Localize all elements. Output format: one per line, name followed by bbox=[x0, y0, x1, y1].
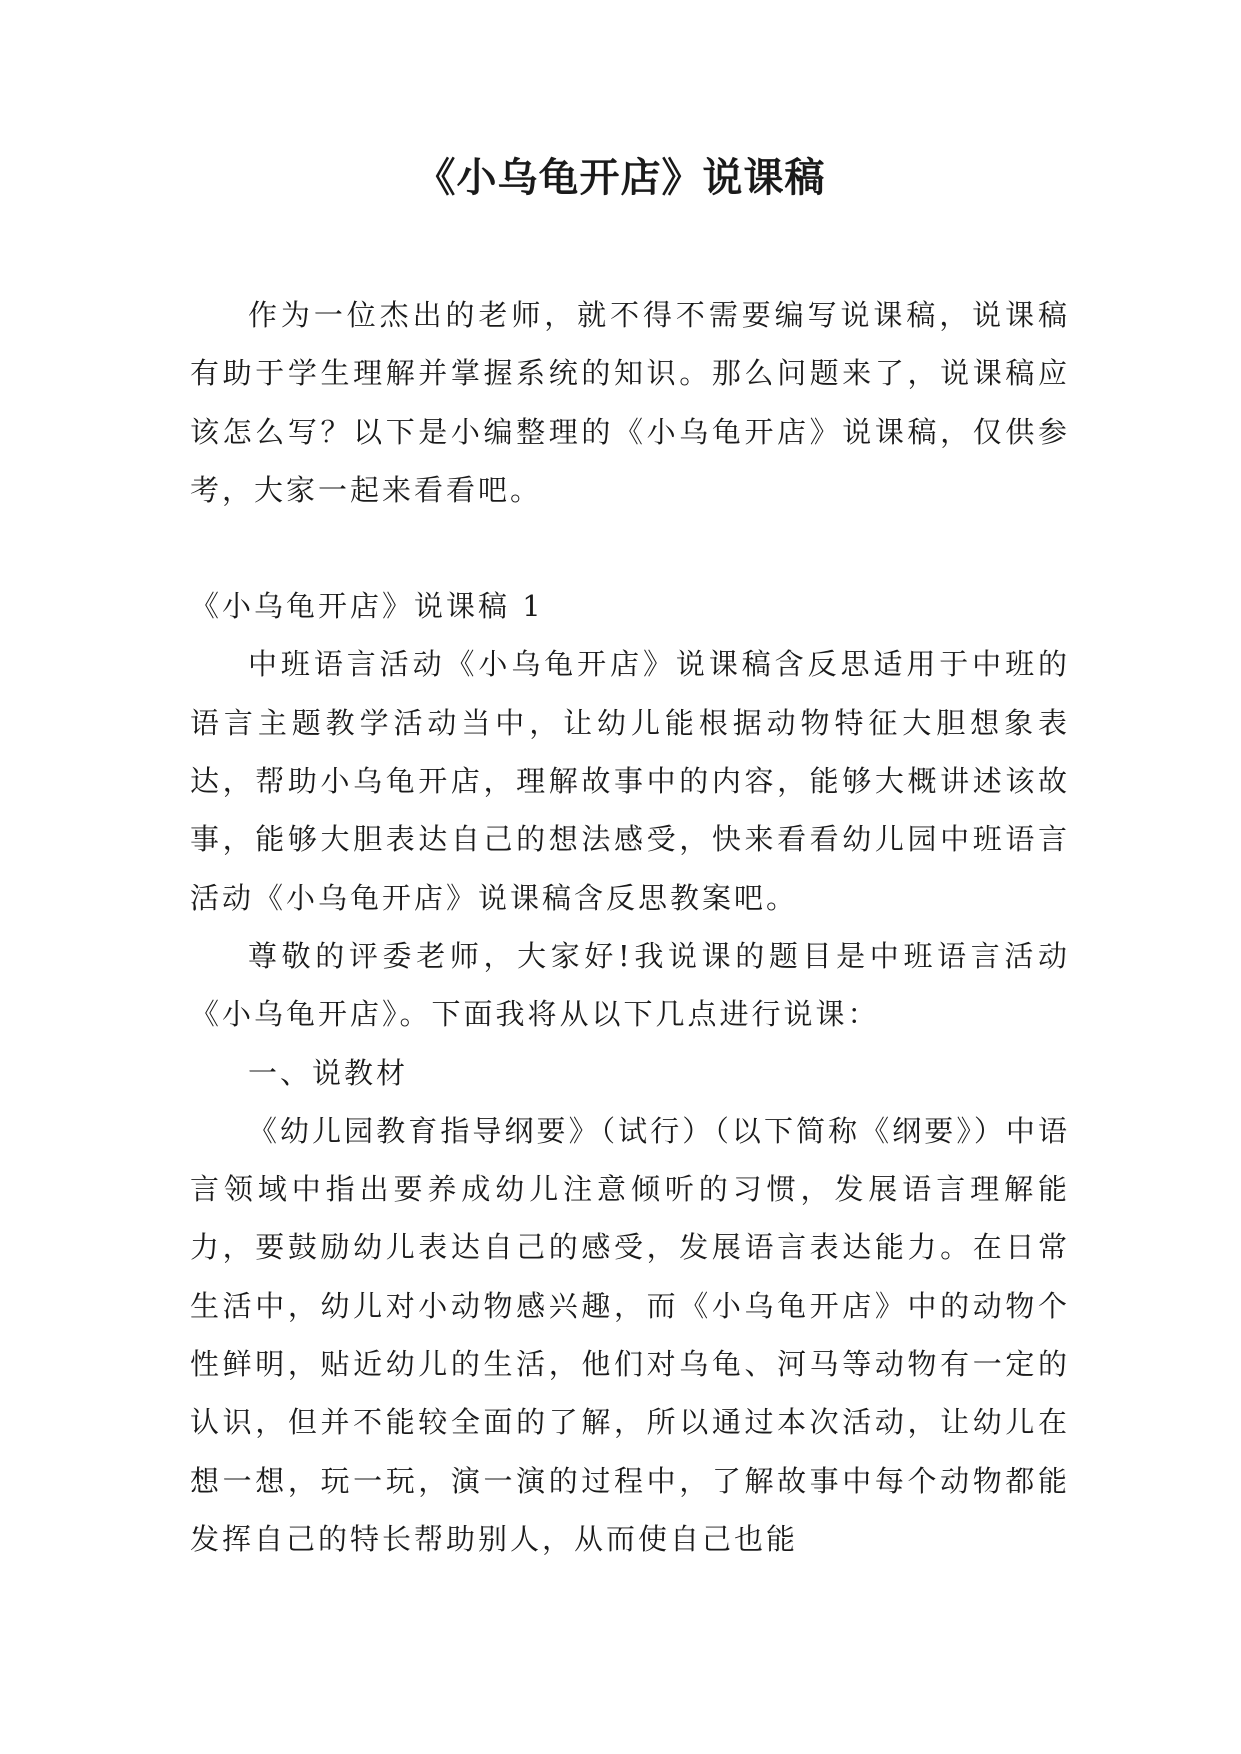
intro-paragraph: 作为一位杰出的老师，就不得不需要编写说课稿，说课稿有助于学生理解并掌握系统的知识。那么问题来了，说课稿应该怎么写？以下是小编整理的《小乌龟开店》说课稿，仅供参考，大家一起来看看吧。 bbox=[190, 298, 1070, 507]
document-body bbox=[190, 286, 1070, 1568]
section-heading: 《小乌龟开店》说课稿 1 bbox=[190, 589, 544, 624]
document-title: 《小乌龟开店》说课稿 bbox=[415, 154, 826, 201]
subsection-heading: 一、说教材 bbox=[248, 1055, 409, 1090]
section-spacer bbox=[190, 519, 1070, 577]
body-paragraph: 中班语言活动《小乌龟开店》说课稿含反思适用于中班的语言主题教学活动当中，让幼儿能根据动物特征大胆想象表达，帮助小乌龟开店，理解故事中的内容，能够大概讲述该故事，能够大胆表达自己的想法感受，快来看看幼儿园中班语言活动《小乌龟开店》说课稿含反思教案吧。 bbox=[190, 647, 1070, 915]
body-paragraph: 《幼儿园教育指导纲要》（试行）（以下简称《纲要》）中语言领域中指出要养成幼儿注意倾听的习惯，发展语言理解能力，要鼓励幼儿表达自己的感受，发展语言表达能力。在日常生活中，幼儿对小动物感兴趣，而《小乌龟开店》中的动物个性鲜明，贴近幼儿的生活，他们对乌龟、河马等动物有一定的认识，但并不能较全面的了解，所以通过本次活动，让幼儿在想一想，玩一玩，演一演的过程中，了解故事中每个动物都能发挥自己的特长帮助别人，从而使自己也能 bbox=[190, 1113, 1070, 1556]
body-paragraph: 尊敬的评委老师，大家好!我说课的题目是中班语言活动《小乌龟开店》。下面我将从以下几点进行说课： bbox=[190, 938, 1070, 1032]
